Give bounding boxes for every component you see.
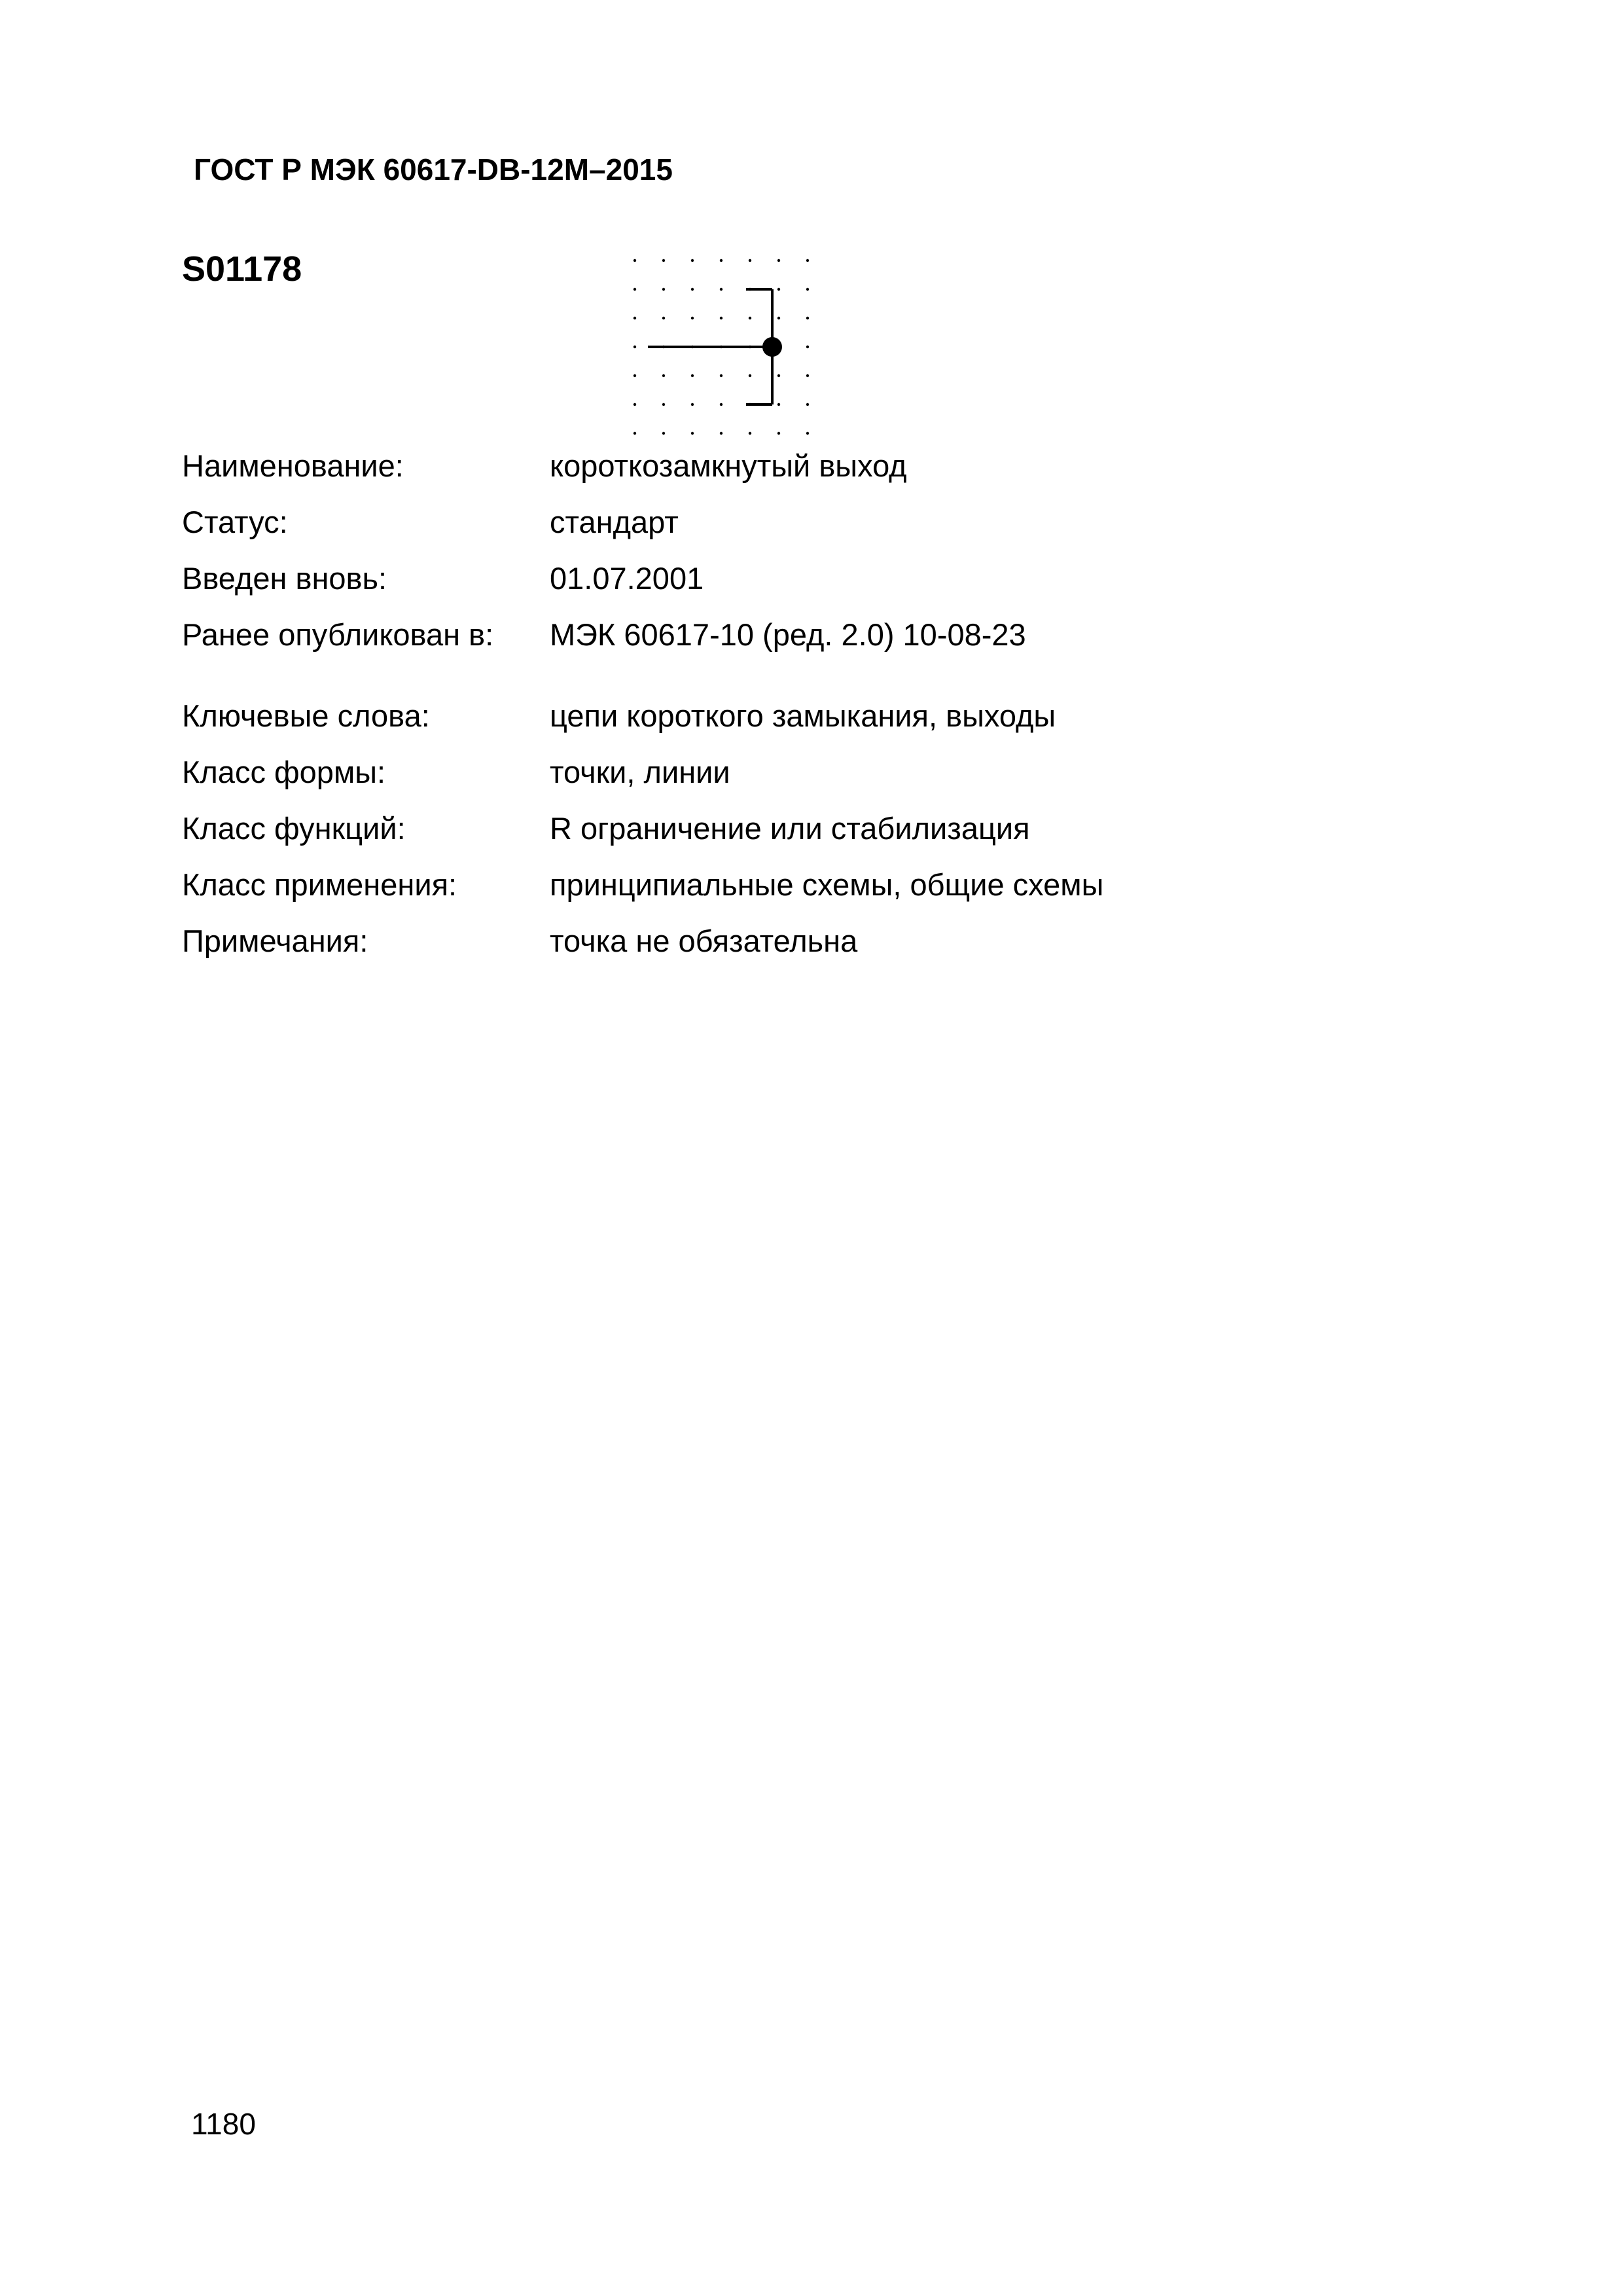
field-label: Класс функций:: [182, 810, 406, 846]
grid-dot: [691, 374, 694, 377]
field-row-notes: [182, 912, 1491, 969]
grid-dot: [633, 288, 636, 291]
grid-dot: [633, 374, 636, 377]
grid-dot: [662, 432, 665, 435]
field-label: Статус:: [182, 504, 288, 539]
symbol-lines: [648, 289, 772, 404]
grid-dot: [749, 374, 751, 377]
field-row-name: [182, 437, 1491, 493]
grid-dot: [806, 374, 809, 377]
field-row-function-class: [182, 800, 1491, 856]
field-value: 01.07.2001: [550, 560, 704, 596]
grid-dot: [806, 403, 809, 406]
field-row-shape-class: [182, 744, 1491, 800]
grid-dot: [691, 288, 694, 291]
grid-dot: [720, 317, 722, 319]
grid-dot: [806, 346, 809, 348]
field-value: принципиальные схемы, общие схемы: [550, 867, 1104, 902]
grid-dot: [633, 403, 636, 406]
grid-dot: [749, 432, 751, 435]
grid-dot: [777, 432, 780, 435]
grid-dot: [720, 259, 722, 262]
field-value: короткозамкнутый выход: [550, 448, 907, 483]
grid-dot: [662, 403, 665, 406]
grid-dot: [720, 403, 722, 406]
grid-dot: [662, 317, 665, 319]
field-label: Ранее опубликован в:: [182, 617, 494, 652]
grid-dot: [777, 288, 780, 291]
symbol-properties: [182, 437, 1491, 969]
grid-dot: [633, 346, 636, 348]
field-value: цепи короткого замыкания, выходы: [550, 698, 1056, 733]
grid-dot: [662, 288, 665, 291]
junction-dot-icon: [762, 337, 782, 357]
grid-dot: [806, 288, 809, 291]
grid-dot: [633, 317, 636, 319]
field-value: точка не обязательна: [550, 923, 858, 958]
field-row-previously-published: [182, 606, 1491, 662]
short-circuited-output-symbol-icon: [622, 252, 818, 442]
grid-dot: [777, 403, 780, 406]
page-number: 1180: [191, 2107, 256, 2141]
grid-dot: [806, 259, 809, 262]
field-value: МЭК 60617-10 (ред. 2.0) 10-08-23: [550, 617, 1026, 652]
grid-dot: [749, 259, 751, 262]
field-label: Введен вновь:: [182, 560, 387, 596]
grid-dot: [633, 259, 636, 262]
grid-dot: [749, 317, 751, 319]
field-label: Ключевые слова:: [182, 698, 430, 733]
field-row-introduced: [182, 550, 1491, 606]
grid-dot: [720, 432, 722, 435]
field-label: Класс формы:: [182, 754, 386, 789]
field-label: Примечания:: [182, 923, 368, 958]
grid-dot: [691, 259, 694, 262]
grid-dot: [806, 432, 809, 435]
grid-dot: [691, 403, 694, 406]
grid-dot: [662, 259, 665, 262]
grid-dot: [633, 432, 636, 435]
field-row-application-class: [182, 856, 1491, 912]
grid-dot: [691, 317, 694, 319]
field-row-status: [182, 493, 1491, 550]
symbol-id: S01178: [182, 249, 302, 289]
grid-dot: [720, 288, 722, 291]
field-label: Наименование:: [182, 448, 404, 483]
field-value: R ограничение или стабилизация: [550, 810, 1030, 846]
document-header: ГОСТ Р МЭК 60617-DB-12М–2015: [194, 152, 673, 187]
grid-dot: [777, 317, 780, 319]
grid-dot: [806, 317, 809, 319]
grid-dot: [777, 259, 780, 262]
grid-dot: [777, 374, 780, 377]
field-row-keywords: [182, 687, 1491, 744]
field-value: стандарт: [550, 504, 679, 539]
field-label: Класс применения:: [182, 867, 457, 902]
grid-dot: [662, 374, 665, 377]
grid-dot: [720, 374, 722, 377]
field-value: точки, линии: [550, 754, 730, 789]
grid-dot: [691, 432, 694, 435]
